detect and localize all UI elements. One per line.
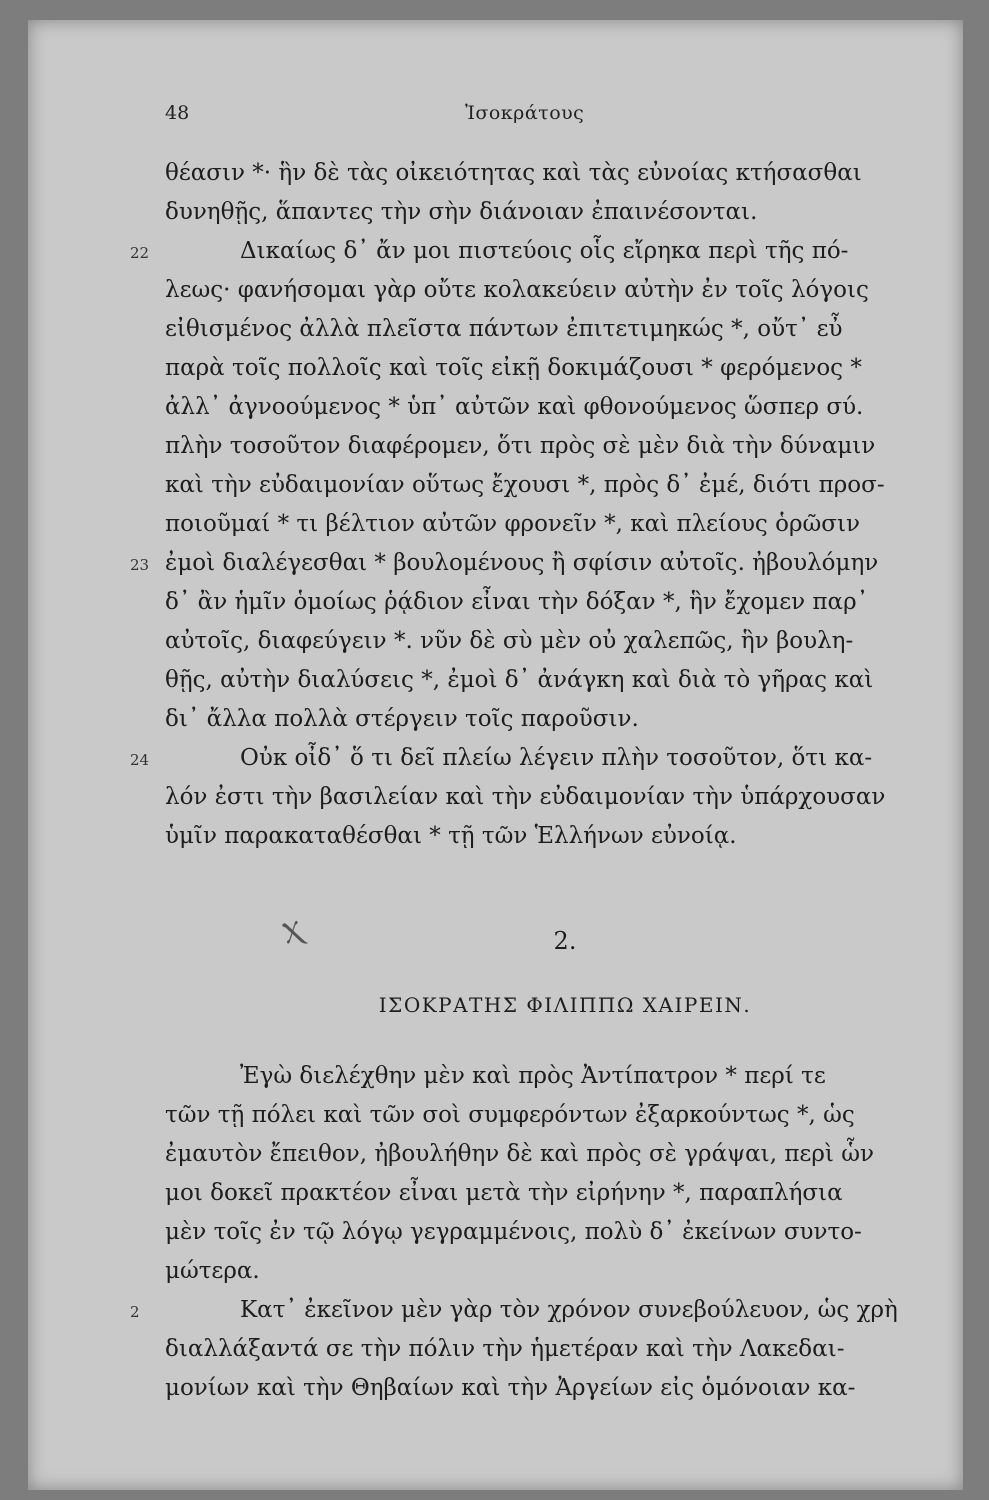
text-line: τῶν τῇ πόλει καὶ τῶν σοὶ συμφερόντων ἐξαρκούντως *, ὡς [165, 1102, 855, 1128]
text-line: μονίων καὶ τὴν Θηβαίων καὶ τὴν Ἀργείων εἰς ὁμόνοιαν κα- [165, 1375, 856, 1401]
section-number: 2 [130, 1303, 140, 1321]
text-line: μώτερα. [165, 1258, 260, 1284]
text-line: καὶ τὴν εὐδαιμονίαν οὕτως ἔχουσι *, πρὸς δ᾽ ἐμέ, διότι προσ- [165, 472, 885, 498]
text-line: ἐμαυτὸν ἔπειθον, ἠβουλήθην δὲ καὶ πρὸς σὲ γράψαι, περὶ ὧν [165, 1141, 874, 1167]
letter-heading: ΙΣΟΚΡΑΤΗΣ ΦΙΛΙΠΠΩ ΧΑΙΡΕΙΝ. [378, 993, 752, 1017]
text-line: Ἐγὼ διελέχθην μὲν καὶ πρὸς Ἀντίπατρον * περί τε [240, 1063, 826, 1089]
text-line: θέασιν *· ἣν δὲ τὰς οἰκειότητας καὶ τὰς εὐνοίας κτήσασθαι [165, 160, 862, 186]
section-number: 22 [130, 244, 150, 262]
text-line: ὑμῖν παρακαταθέσθαι * τῇ τῶν Ἑλλήνων εὐνοίᾳ. [165, 823, 737, 849]
text-line: μοι δοκεῖ πρακτέον εἶναι μετὰ τὴν εἰρήνην *, παραπλήσια [165, 1180, 843, 1206]
section-number: 24 [130, 751, 150, 769]
text-line: εἰθισμένος ἀλλὰ πλεῖστα πάντων ἐπιτετιμηκώς *, οὔτ᾽ εὖ [165, 316, 843, 342]
text-line: αὐτοῖς, διαφεύγειν *. νῦν δὲ σὺ μὲν οὐ χαλεπῶς, ἣν βουλη- [165, 628, 854, 654]
text-line: θῇς, αὐτὴν διαλύσεις *, ἐμοὶ δ᾽ ἀνάγκη καὶ διὰ τὸ γῆρας καὶ [165, 667, 874, 693]
text-line: πλὴν τοσοῦτον διαφέρομεν, ὅτι πρὸς σὲ μὲν διὰ τὴν δύναμιν [165, 433, 876, 459]
text-line: παρὰ τοῖς πολλοῖς καὶ τοῖς εἰκῇ δοκιμάζουσι * φερόμενος * [165, 355, 862, 381]
text-line: δυνηθῇς, ἅπαντες τὴν σὴν διάνοιαν ἐπαινέσονται. [165, 199, 758, 225]
text-line: Δικαίως δ᾽ ἄν μοι πιστεύοις οἷς εἴρηκα περὶ τῆς πό- [240, 238, 849, 264]
text-line: δ᾽ ἂν ἡμῖν ὁμοίως ῥᾴδιον εἶναι τὴν δόξαν *, ἣν ἔχομεν παρ᾽ [165, 589, 869, 615]
section-number: 23 [130, 556, 150, 574]
text-line: ἐμοὶ διαλέγεσθαι * βουλομένους ἢ σφίσιν αὐτοῖς. ἠβουλόμην [165, 550, 879, 576]
text-line: μὲν τοῖς ἐν τῷ λόγῳ γεγραμμένοις, πολὺ δ᾽ ἐκείνων συντο- [165, 1219, 862, 1245]
text-line: διαλλάξαντά σε τὴν πόλιν τὴν ἡμετέραν καὶ τὴν Λακεδαι- [165, 1336, 845, 1362]
text-line: λόν ἐστι τὴν βασιλείαν καὶ τὴν εὐδαιμονίαν τὴν ὑπάρχουσαν [165, 784, 886, 810]
page-number: 48 [165, 102, 190, 124]
handwritten-margin-mark: Ⲭ [279, 913, 306, 952]
text-line: Κατ᾽ ἐκεῖνον μὲν γὰρ τὸν χρόνον συνεβούλευον, ὡς χρὴ [240, 1297, 898, 1323]
text-line: Οὐκ οἶδ᾽ ὅ τι δεῖ πλείω λέγειν πλὴν τοσοῦτον, ὅτι κα- [240, 745, 873, 771]
text-line: δι᾽ ἄλλα πολλὰ στέργειν τοῖς παροῦσιν. [165, 706, 639, 732]
text-line: ποιοῦμαί * τι βέλτιον αὐτῶν φρονεῖν *, καὶ πλείους ὁρῶσιν [165, 511, 860, 537]
running-title: Ἰσοκράτους [465, 102, 585, 124]
section-heading-number: 2. [553, 927, 577, 955]
text-line: λεως· φανήσομαι γὰρ οὔτε κολακεύειν αὐτὴν ἐν τοῖς λόγοις [165, 277, 869, 303]
text-line: ἀλλ᾽ ἀγνοούμενος * ὑπ᾽ αὐτῶν καὶ φθονούμενος ὥσπερ σύ. [165, 394, 864, 420]
